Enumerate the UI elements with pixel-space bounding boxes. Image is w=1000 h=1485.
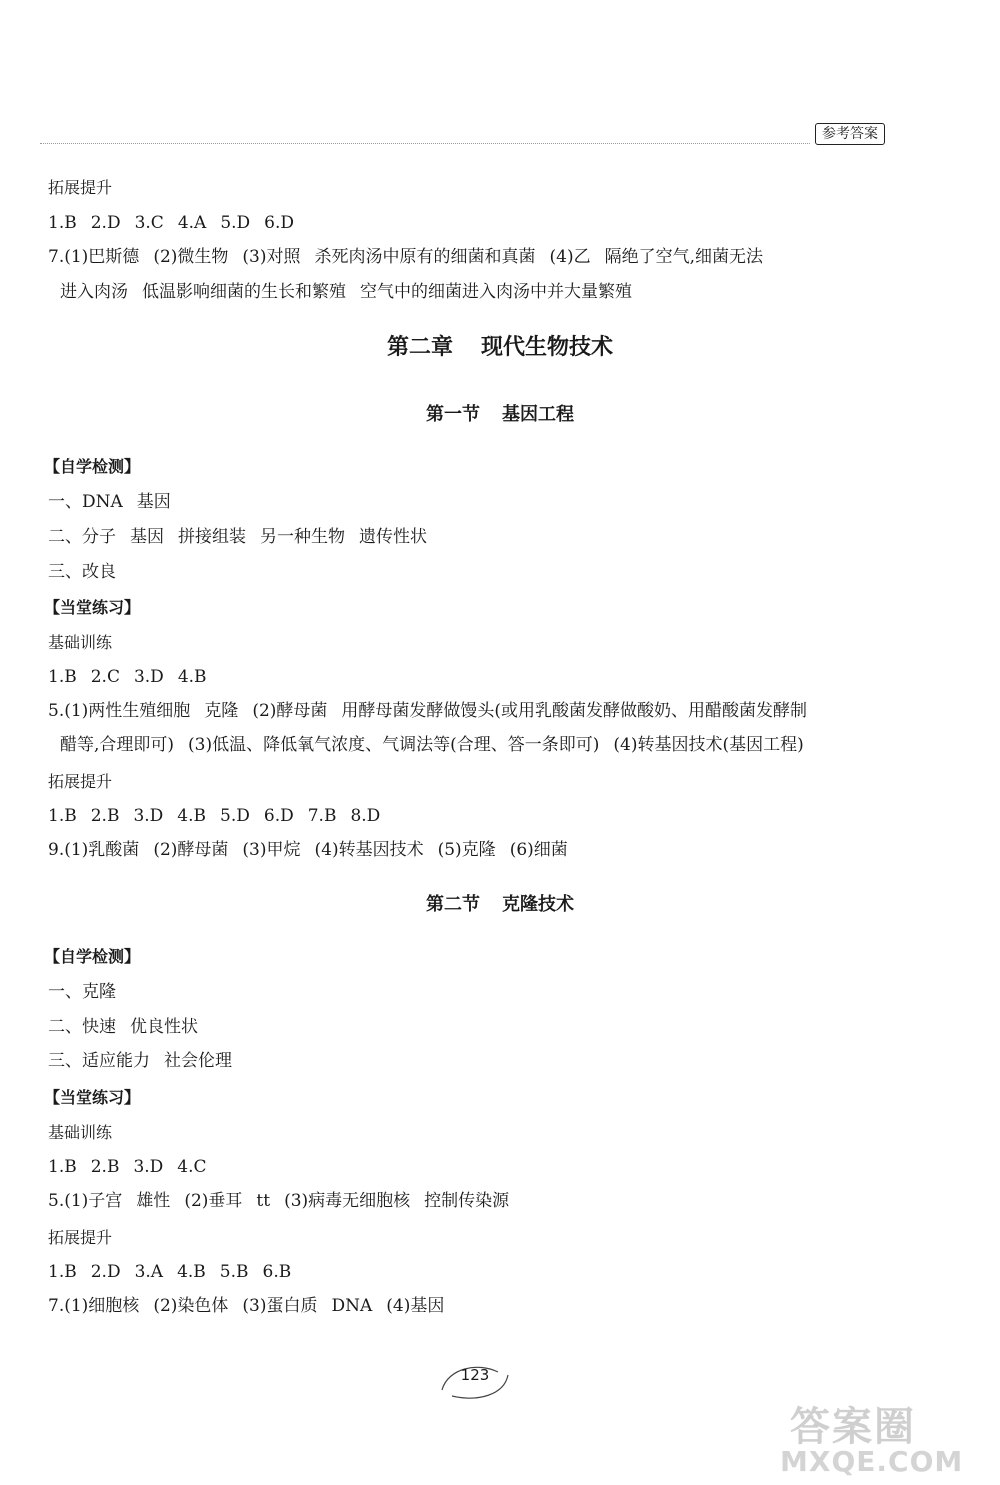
answer-line: 三、改良 xyxy=(48,562,116,582)
answer-line: 进入肉汤 低温影响细菌的生长和繁殖 空气中的细菌进入肉汤中并大量繁殖 xyxy=(60,282,632,302)
answer-line: 二、快速 优良性状 xyxy=(48,1017,198,1037)
section-title: 第一节 基因工程 xyxy=(426,404,574,425)
page-number: 123 xyxy=(460,1366,490,1384)
extension-label: 拓展提升 xyxy=(48,1228,113,1247)
answer-line: 1.B 2.D 3.A 4.B 5.B 6.B xyxy=(48,1262,292,1282)
answer-line: 1.B 2.D 3.C 4.A 5.D 6.D xyxy=(48,213,295,233)
answer-line: 三、适应能力 社会伦理 xyxy=(48,1051,232,1071)
watermark-top-text: 答案圈 xyxy=(790,1404,916,1450)
header-rule xyxy=(40,143,810,144)
answer-line: 5.(1)子宫 雄性 (2)垂耳 tt (3)病毒无细胞核 控制传染源 xyxy=(48,1191,510,1211)
watermark-bottom-text: MXQE.COM xyxy=(780,1445,964,1478)
practice-label: 【当堂练习】 xyxy=(44,1088,141,1107)
answer-line: 9.(1)乳酸菌 (2)酵母菌 (3)甲烷 (4)转基因技术 (5)克隆 (6)细菌 xyxy=(48,840,568,860)
chapter-title: 第二章 现代生物技术 xyxy=(386,335,614,360)
extension-label: 拓展提升 xyxy=(48,772,113,791)
answer-line: 二、分子 基因 拼接组装 另一种生物 遗传性状 xyxy=(48,527,427,547)
self-check-label: 【自学检测】 xyxy=(44,457,141,476)
answer-line: 7.(1)细胞核 (2)染色体 (3)蛋白质 DNA (4)基因 xyxy=(48,1296,445,1316)
answer-line: 1.B 2.C 3.D 4.B xyxy=(48,667,207,687)
answer-line: 一、克隆 xyxy=(48,982,116,1002)
answer-line: 5.(1)两性生殖细胞 克隆 (2)酵母菌 用酵母菌发酵做馒头(或用乳酸菌发酵做酸奶、用醋酸菌发酵制 xyxy=(48,701,808,721)
header-badge: 参考答案 xyxy=(815,123,885,145)
watermark-logo xyxy=(780,1395,990,1480)
answer-line: 一、DNA 基因 xyxy=(48,492,171,512)
self-check-label: 【自学检测】 xyxy=(44,947,141,966)
practice-label: 【当堂练习】 xyxy=(44,598,141,617)
answer-line: 1.B 2.B 3.D 4.C xyxy=(48,1157,207,1177)
answer-line: 醋等,合理即可) (3)低温、降低氧气浓度、气调法等(合理、答一条即可) (4)转基因技术(基因工程) xyxy=(60,735,804,755)
extension-label: 拓展提升 xyxy=(48,178,113,197)
answer-line: 7.(1)巴斯德 (2)微生物 (3)对照 杀死肉汤中原有的细菌和真菌 (4)乙 隔绝了空气,细菌无法 xyxy=(48,247,763,267)
basic-label: 基础训练 xyxy=(48,1123,113,1142)
section-title: 第二节 克隆技术 xyxy=(426,894,574,915)
answer-line: 1.B 2.B 3.D 4.B 5.D 6.D 7.B 8.D xyxy=(48,806,381,826)
basic-label: 基础训练 xyxy=(48,633,113,652)
